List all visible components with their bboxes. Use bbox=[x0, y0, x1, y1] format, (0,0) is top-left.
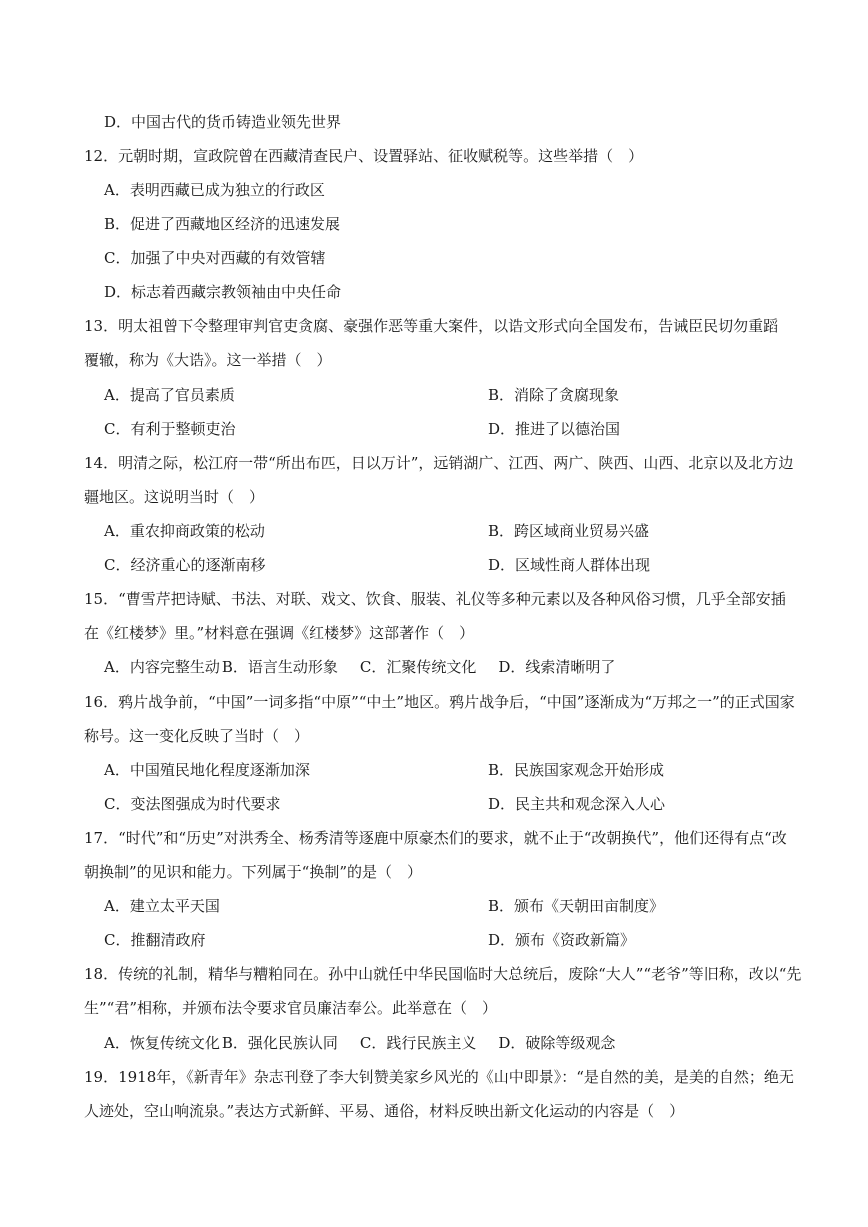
q15-option-b: B．语言生动形象 bbox=[221, 658, 338, 676]
q13-stem-line2: 覆辙，称为《大诰》。这一举措（ ） bbox=[84, 351, 332, 369]
q14-option-d: D．区域性商人群体出现 bbox=[488, 556, 651, 574]
q15-stem-line2: 在《红楼梦》里。”材料意在强调《红楼梦》这部著作（ ） bbox=[84, 624, 475, 642]
q18-options-row bbox=[104, 1033, 868, 1053]
q13-options-row1 bbox=[104, 385, 868, 405]
q16-option-b: B．民族国家观念开始形成 bbox=[488, 761, 665, 779]
q14-options-row2 bbox=[104, 555, 868, 575]
q17-options-row1 bbox=[104, 896, 868, 916]
q14-stem-line2: 疆地区。这说明当时（ ） bbox=[84, 488, 265, 506]
q13-option-d: D．推进了以德治国 bbox=[488, 420, 621, 438]
q16-option-c: C．变法图强成为时代要求 bbox=[104, 795, 281, 813]
q13-option-c: C．有利于整顿吏治 bbox=[104, 420, 236, 438]
q12-stem: 12．元朝时期，宣政院曾在西藏清查民户、设置驿站、征收赋税等。这些举措（ ） bbox=[84, 147, 644, 165]
q17-stem-line1: 17．“时代”和“历史”对洪秀全、杨秀清等逐鹿中原豪杰们的要求，就不止于“改朝换代”，他们还得有点“改 bbox=[84, 829, 787, 847]
q15-option-a: A．内容完整生动 bbox=[104, 658, 220, 676]
q14-stem-line1: 14．明清之际，松江府一带“所出布匹，日以万计”，远销湖广、江西、两广、陕西、山西、北京以及北方边 bbox=[84, 454, 794, 472]
q13-options-row2 bbox=[104, 419, 868, 439]
q16-option-d: D．民主共和观念深入人心 bbox=[488, 795, 666, 813]
q12-option-d: D．标志着西藏宗教领袖由中央任命 bbox=[104, 283, 342, 301]
q17-option-c: C．推翻清政府 bbox=[104, 931, 206, 949]
q17-option-d: D．颁布《资政新篇》 bbox=[488, 931, 636, 949]
q19-stem-line1: 19．1918年，《新青年》杂志刊登了李大钊赞美家乡风光的《山中即景》：“是自然的美，是美的自然；绝无 bbox=[84, 1068, 794, 1086]
q16-options-row2 bbox=[104, 794, 868, 814]
q19-stem-line2: 人迹处，空山响流泉。”表达方式新鲜、平易、通俗，材料反映出新文化运动的内容是（ ） bbox=[84, 1102, 685, 1120]
q18-option-a: A．恢复传统文化 bbox=[104, 1034, 220, 1052]
q16-option-a: A．中国殖民地化程度逐渐加深 bbox=[104, 761, 310, 779]
q14-option-b: B．跨区域商业贸易兴盛 bbox=[488, 522, 650, 540]
q16-options-row1 bbox=[104, 760, 868, 780]
q17-stem-line2: 朝换制”的见识和能力。下列属于“换制”的是（ ） bbox=[84, 863, 423, 881]
q18-option-b: B．强化民族认同 bbox=[221, 1034, 338, 1052]
q13-option-b: B．消除了贪腐现象 bbox=[488, 386, 620, 404]
q14-options-row1 bbox=[104, 521, 868, 541]
q16-stem-line2: 称号。这一变化反映了当时（ ） bbox=[84, 727, 310, 745]
q18-option-d: D．破除等级观念 bbox=[498, 1034, 616, 1052]
q15-option-c: C．汇聚传统文化 bbox=[359, 658, 477, 676]
q17-options-row2 bbox=[104, 930, 868, 950]
q16-stem-line1: 16．鸦片战争前，“中国”一词多指“中原”“中土”地区。鸦片战争后，“中国”逐渐成为“万邦之一”的正式国家 bbox=[84, 693, 795, 711]
q18-stem-line2: 生”“君”相称，并颁布法令要求官员廉洁奉公。此举意在（ ） bbox=[84, 999, 498, 1017]
q15-options-row bbox=[104, 657, 868, 677]
q13-option-a: A．提高了官员素质 bbox=[104, 386, 235, 404]
q18-option-c: C．践行民族主义 bbox=[359, 1034, 477, 1052]
q14-option-c: C．经济重心的逐渐南移 bbox=[104, 556, 266, 574]
q18-stem-line1: 18．传统的礼制，精华与糟粕同在。孙中山就任中华民国临时大总统后，废除“大人”“老爷”等旧称，改以“先 bbox=[84, 965, 802, 983]
q15-option-d: D．线索清晰明了 bbox=[498, 658, 616, 676]
q14-option-a: A．重农抑商政策的松动 bbox=[104, 522, 265, 540]
q11-option-d: D．中国古代的货币铸造业领先世界 bbox=[104, 113, 342, 131]
q17-option-a: A．建立太平天国 bbox=[104, 897, 220, 915]
q17-option-b: B．颁布《天朝田亩制度》 bbox=[488, 897, 665, 915]
q15-stem-line1: 15．“曹雪芹把诗赋、书法、对联、戏文、饮食、服装、礼仪等多种元素以及各种风俗习惯，几乎全部安插 bbox=[84, 590, 786, 608]
q13-stem-line1: 13．明太祖曾下令整理审判官吏贪腐、豪强作恶等重大案件，以诰文形式向全国发布，告诫臣民切勿重蹈 bbox=[84, 317, 779, 335]
q12-option-a: A．表明西藏已成为独立的行政区 bbox=[104, 181, 325, 199]
q12-option-c: C．加强了中央对西藏的有效管辖 bbox=[104, 249, 326, 267]
q12-option-b: B．促进了西藏地区经济的迅速发展 bbox=[104, 215, 341, 233]
